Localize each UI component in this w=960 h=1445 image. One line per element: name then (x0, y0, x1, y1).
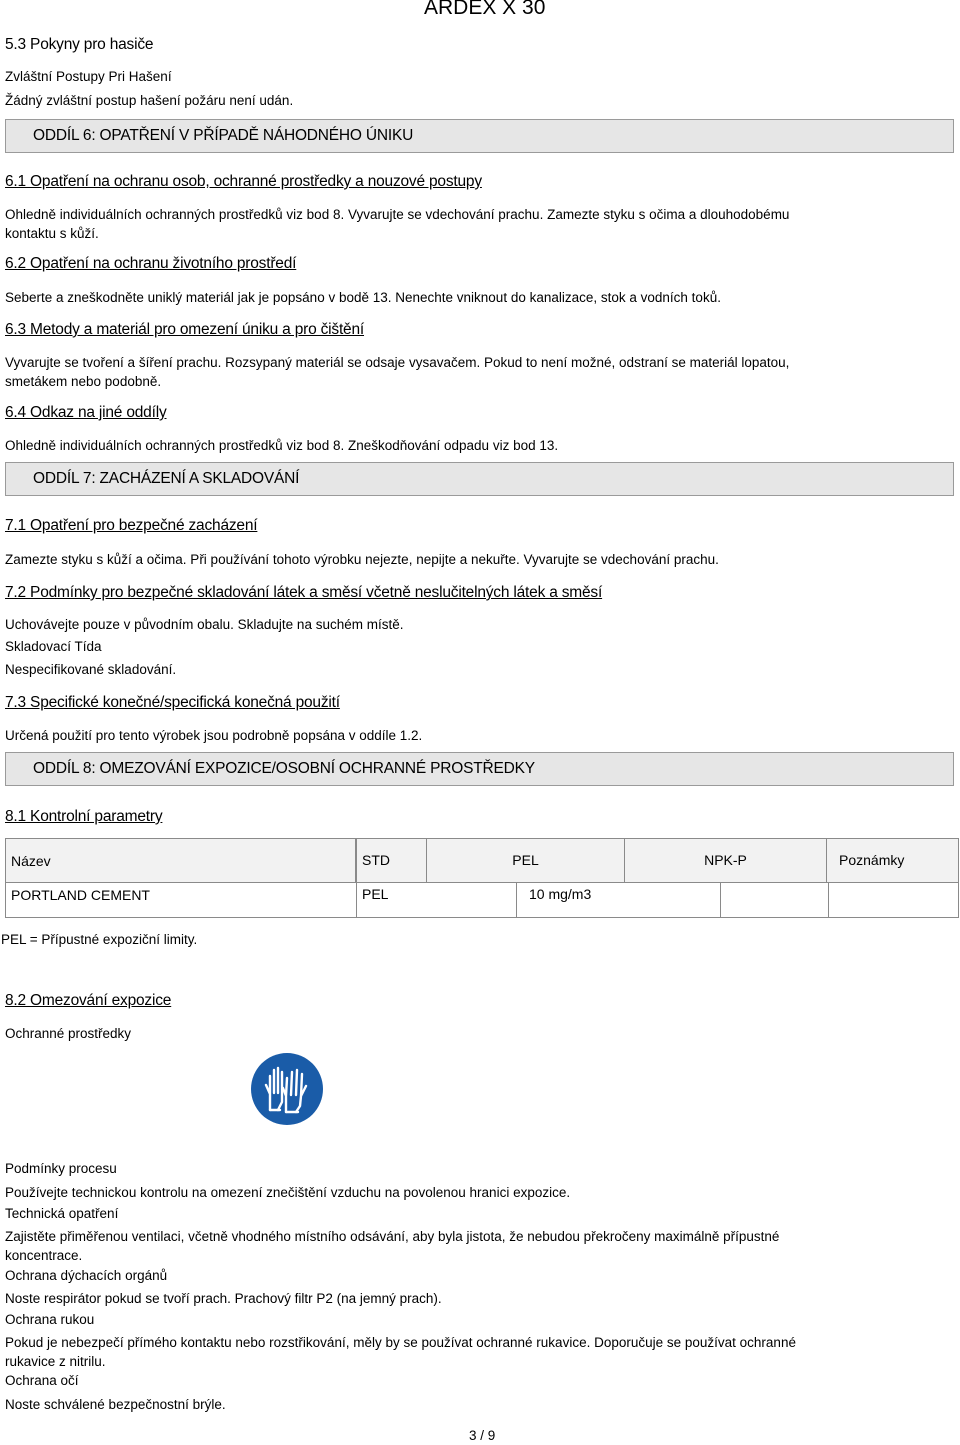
eye-protection-text: Noste schválené bezpečnostní brýle. (5, 1397, 226, 1412)
product-name: ARDEX X 30 (424, 0, 546, 19)
hand-protection-text: Pokud je nebezpečí přímého kontaktu nebo rozstřikování, měly by se používat ochranné rukavice. Doporučuje se používat ochranné (5, 1335, 796, 1350)
section-7-title: ODDÍL 7: ZACHÁZENÍ A SKLADOVÁNÍ (33, 470, 300, 487)
table-cell-name: PORTLAND CEMENT (5, 883, 356, 918)
table-cell-npk (720, 883, 828, 918)
section-7-2-text: Uchovávejte pouze v původním obalu. Skladujte na suchém místě. (5, 617, 404, 632)
table-header-npk: NPK-P (624, 838, 827, 883)
section-6-4-title: 6.4 Odkaz na jiné oddíly (5, 404, 167, 421)
section-6-3-title: 6.3 Metody a materiál pro omezení úniku a pro čištění (5, 321, 365, 338)
section-7-1-title: 7.1 Opatření pro bezpečné zacházení (5, 517, 258, 534)
gloves-icon (250, 1052, 324, 1126)
respiratory-text: Noste respirátor pokud se tvoří prach. Prachový filtr P2 (na jemný prach). (5, 1291, 442, 1306)
process-label: Podmínky procesu (5, 1161, 117, 1176)
hand-protection-label: Ochrana rukou (5, 1312, 95, 1327)
tech-measures-text: Zajistěte přiměřenou ventilaci, včetně vhodného místního odsávání, aby byla jistota, že nebudou překročeny maximálně přípustné (5, 1229, 780, 1244)
pel-note: PEL = Přípustné expoziční limity. (1, 932, 198, 947)
special-fire-label: Zvláštní Postupy Pri Hašení (5, 69, 172, 84)
table-cell-pel: 10 mg/m3 (516, 883, 720, 918)
eye-protection-label: Ochrana očí (5, 1373, 79, 1388)
hand-protection-text-cont: rukavice z nitrilu. (5, 1354, 106, 1369)
section-7-bar (5, 462, 954, 496)
section-6-1-text: Ohledně individuálních ochranných prostředků viz bod 8. Vyvarujte se vdechování prachu. Zamezte styku s očima a dlouhodobému (5, 207, 790, 222)
section-6-title: ODDÍL 6: OPATŘENÍ V PŘÍPADĚ NÁHODNÉHO ÚNIKU (33, 127, 414, 144)
section-6-3-text-cont: smetákem nebo podobně. (5, 374, 162, 389)
table-header-notes: Poznámky (826, 838, 959, 883)
section-6-bar (5, 119, 954, 153)
process-text: Používejte technickou kontrolu na omezení znečištění vzduchu na povolenou hranici expozice. (5, 1185, 571, 1200)
section-7-2-title: 7.2 Podmínky pro bezpečné skladování látek a směsí včetně neslučitelných látek a směsí (5, 584, 603, 601)
section-8-1-title: 8.1 Kontrolní parametry (5, 808, 163, 825)
section-6-1-title: 6.1 Opatření na ochranu osob, ochranné prostředky a nouzové postupy (5, 173, 482, 190)
section-6-3-text: Vyvarujte se tvoření a šíření prachu. Rozsypaný materiál se odsaje vysavačem. Pokud to není možné, odstraní se materiál lopatou, (5, 355, 790, 370)
special-fire-text: Žádný zvláštní postup hašení požáru není udán. (5, 93, 294, 108)
table-cell-std: PEL (356, 883, 516, 918)
storage-class-label: Skladovací Tída (5, 639, 102, 654)
page-number: 3 / 9 (469, 1428, 496, 1443)
section-6-1-text-cont: kontaktu s kůží. (5, 226, 99, 241)
exposure-limits-table (5, 838, 959, 918)
section-6-2-title: 6.2 Opatření na ochranu životního prostředí (5, 255, 297, 272)
table-header-pel: PEL (426, 838, 625, 883)
section-8-title: ODDÍL 8: OMEZOVÁNÍ EXPOZICE/OSOBNÍ OCHRANNÉ PROSTŘEDKY (33, 760, 535, 777)
respiratory-label: Ochrana dýchacích orgánů (5, 1268, 168, 1283)
section-7-1-text: Zamezte styku s kůží a očima. Při používání tohoto výrobku nejezte, nepijte a nekuřte. Vyvarujte se vdechování prachu. (5, 552, 719, 567)
section-5-3-title: 5.3 Pokyny pro hasiče (5, 36, 154, 53)
section-7-3-text: Určená použití pro tento výrobek jsou podrobně popsána v oddíle 1.2. (5, 728, 423, 743)
section-8-2-title: 8.2 Omezování expozice (5, 992, 172, 1009)
table-header-std: STD (356, 838, 427, 883)
ppe-label: Ochranné prostředky (5, 1026, 132, 1041)
tech-measures-label: Technická opatření (5, 1206, 119, 1221)
section-6-2-text: Seberte a zneškodněte uniklý materiál jak je popsáno v bodě 13. Nenechte vniknout do kanalizace, stok a vodních toků. (5, 290, 721, 305)
section-8-bar (5, 752, 954, 786)
table-cell-notes (828, 883, 959, 918)
table-header-name: Název (5, 838, 356, 883)
storage-class-value: Nespecifikované skladování. (5, 662, 177, 677)
section-7-3-title: 7.3 Specifické konečné/specifická konečná použití (5, 694, 340, 711)
section-6-4-text: Ohledně individuálních ochranných prostředků viz bod 8. Zneškodňování odpadu viz bod 13. (5, 438, 559, 453)
tech-measures-text-cont: koncentrace. (5, 1248, 83, 1263)
